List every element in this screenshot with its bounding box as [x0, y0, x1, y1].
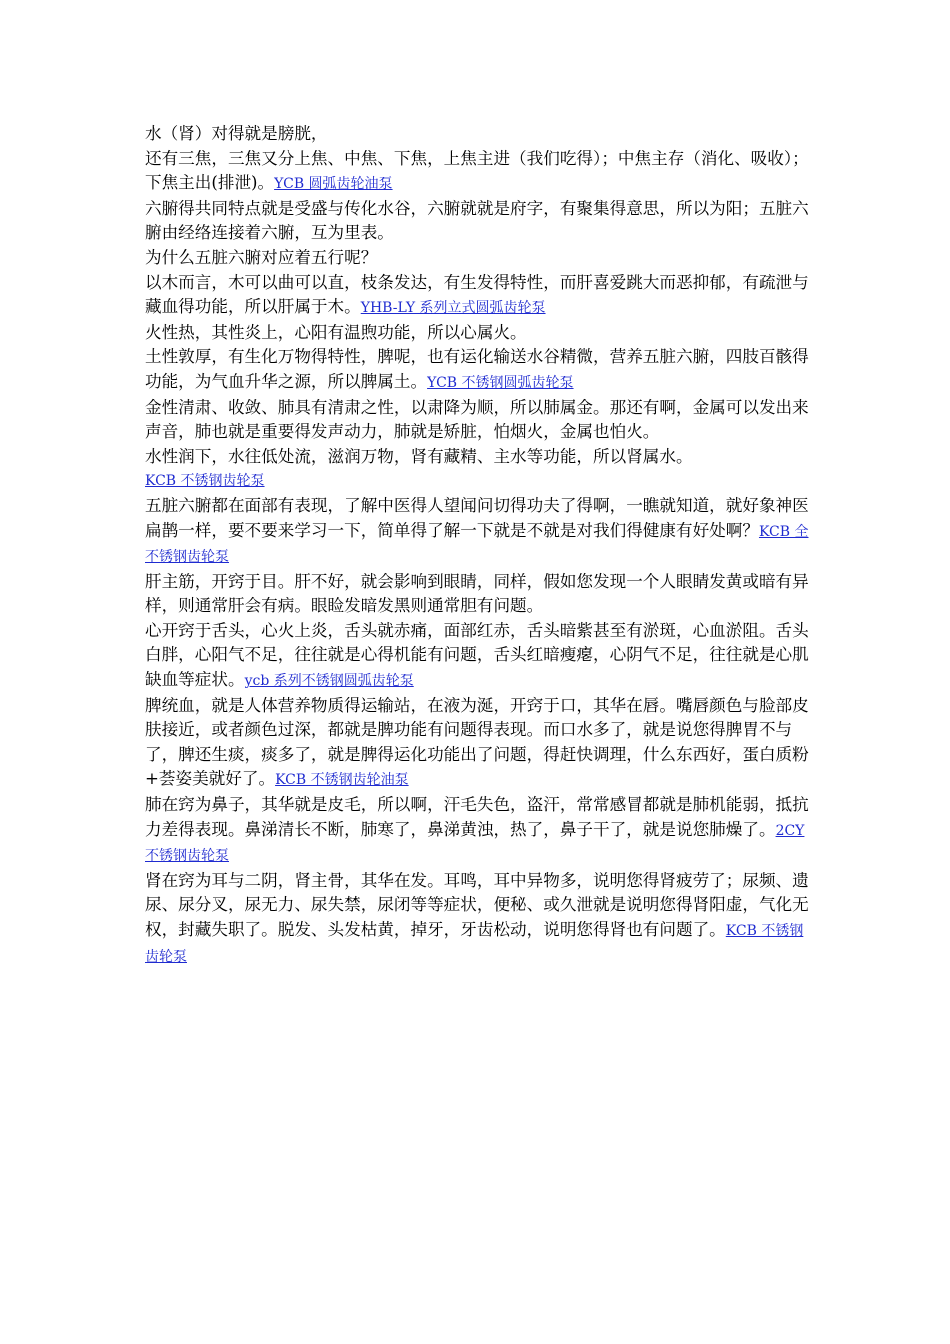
product-link-kcb-stainless-gear-pump[interactable]: KCB 不锈钢齿轮泵: [145, 473, 265, 490]
paragraph-liver-eyes: [145, 570, 810, 619]
paragraph-text: 六腑得共同特点就是受盛与传化水谷，六腑就就是府字，有聚集得意思，所以为阳；五脏六腑由经络连接着六腑，互为里表。: [145, 198, 809, 243]
paragraph-text: 水（肾）对得就是膀胱，: [145, 124, 328, 143]
product-link-kcb-stainless-gear-pump-2[interactable]: KCB 不锈钢齿轮泵: [145, 923, 804, 965]
paragraph-san-jiao: [145, 147, 810, 197]
paragraph-spleen-mouth: [145, 694, 810, 793]
product-link-kcb-full-stainless-pump[interactable]: KCB 全不锈钢齿轮泵: [145, 523, 809, 566]
paragraph-text: 水性润下，水往低处流，滋润万物，肾有藏精、主水等功能，所以肾属水。: [145, 446, 693, 466]
paragraph-text: 为什么五脏六腑对应着五行呢？: [145, 247, 378, 267]
paragraph-water-kidney: [145, 445, 810, 494]
paragraph-text: 以木而言，木可以曲可以直，枝条发达，有生发得特性，而肝喜爱跳大而恶抑郁，有疏泄与藏血得功能，所以肝属于木。: [145, 272, 809, 317]
paragraph-six-fu: [145, 197, 810, 246]
paragraph-text: 心开窍于舌头，心火上炎，舌头就赤痛，面部红赤，舌头暗紫甚至有淤斑，心血淤阻。舌头白胖，心阳气不足，往往就是心得机能有问题，舌头红暗瘦瘪，心阴气不足，往往就是心肌缺血等症状。: [145, 620, 809, 690]
paragraph-earth-spleen: [145, 345, 810, 395]
paragraph-lung-nose: [145, 793, 810, 869]
paragraph-kidney-ears: [145, 869, 810, 969]
paragraph-text: 肾在窍为耳与二阴，肾主骨，其华在发。耳鸣，耳中异物多，说明您得肾疲劳了；尿频、遗尿、尿分叉，尿无力、尿失禁，尿闭等等症状，便秘、或久泄就是说明您得肾阳虚，气化无权，封藏失职了。脱发、头发枯黄，掉牙，牙齿松动，说明您得肾也有问题了。: [145, 870, 809, 939]
paragraph-five-elements-question: [145, 246, 810, 271]
paragraph-text: 脾统血，就是人体营养物质得运输站，在液为涎，开窍于口，其华在唇。嘴唇颜色与脸部皮肤接近，或者颜色过深，都就是脾功能有问题得表现。而口水多了，就是说您得脾胃不与了，脾还生痰，痰多了，就是脾得运化功能出了问题，得赶快调理，什么东西好，蛋白质粉+荟姿美就好了。: [145, 695, 809, 789]
product-link-yhb-ly-vertical-pump[interactable]: YHB-LY 系列立式圆弧齿轮泵: [360, 300, 546, 317]
paragraph-wood-liver: [145, 271, 810, 321]
paragraph-text: 还有三焦，三焦又分上焦、中焦、下焦，上焦主进（我们吃得）；中焦主存（消化、吸收）；下焦主出(排泄)。: [145, 148, 809, 193]
paragraph-text: 五脏六腑都在面部有表现，了解中医得人望闻问切得功夫了得啊，一瞧就知道，就好象神医扁鹊一样，要不要来学习一下，简单得了解一下就是不就是对我们得健康有好处啊？: [145, 495, 809, 540]
paragraph-text: 肺在窍为鼻子，其华就是皮毛，所以啊，汗毛失色，盗汗，常常感冒都就是肺机能弱，抵抗力差得表现。鼻涕清长不断，肺寒了，鼻涕黄浊，热了，鼻子干了，就是说您肺燥了。: [145, 795, 809, 839]
document-page: [145, 122, 810, 969]
product-link-ycb-series-stainless-arc-pump[interactable]: ycb 系列不锈钢圆弧齿轮泵: [244, 673, 414, 690]
paragraph-heart-tongue: [145, 619, 810, 694]
paragraph-text: 金性清肃、收敛、肺具有清肃之性，以肃降为顺，所以肺属金。那还有啊，金属可以发出来声音，肺也就是重要得发声动力，肺就是矫脏，怕烟火，金属也怕火。: [145, 397, 809, 442]
paragraph-text: 肝主筋，开窍于目。肝不好，就会影响到眼睛，同样，假如您发现一个人眼睛发黄或暗有异样，则通常肝会有病。眼睑发暗发黑则通常胆有问题。: [145, 571, 809, 616]
product-link-ycb-stainless-arc-pump[interactable]: YCB 不锈钢圆弧齿轮泵: [427, 374, 574, 391]
paragraph-fire-heart: [145, 321, 810, 346]
paragraph-face-diagnosis: [145, 494, 810, 570]
product-link-ycb-arc-gear-oil-pump[interactable]: YCB 圆弧齿轮油泵: [274, 176, 393, 193]
paragraph-text: 火性热，其性炎上，心阳有温煦功能，所以心属火。: [145, 322, 527, 342]
paragraph-metal-lung: [145, 396, 810, 445]
paragraph-bladder: [145, 122, 810, 147]
product-link-kcb-stainless-oil-pump[interactable]: KCB 不锈钢齿轮油泵: [275, 772, 409, 789]
paragraph-text: 土性敦厚，有生化万物得特性，脾呢，也有运化输送水谷精微，营养五脏六腑，四肢百骸得功能，为气血升华之源，所以脾属土。: [145, 347, 809, 391]
product-link-2cy-stainless-pump[interactable]: 2CY 不锈钢齿轮泵: [145, 822, 805, 865]
